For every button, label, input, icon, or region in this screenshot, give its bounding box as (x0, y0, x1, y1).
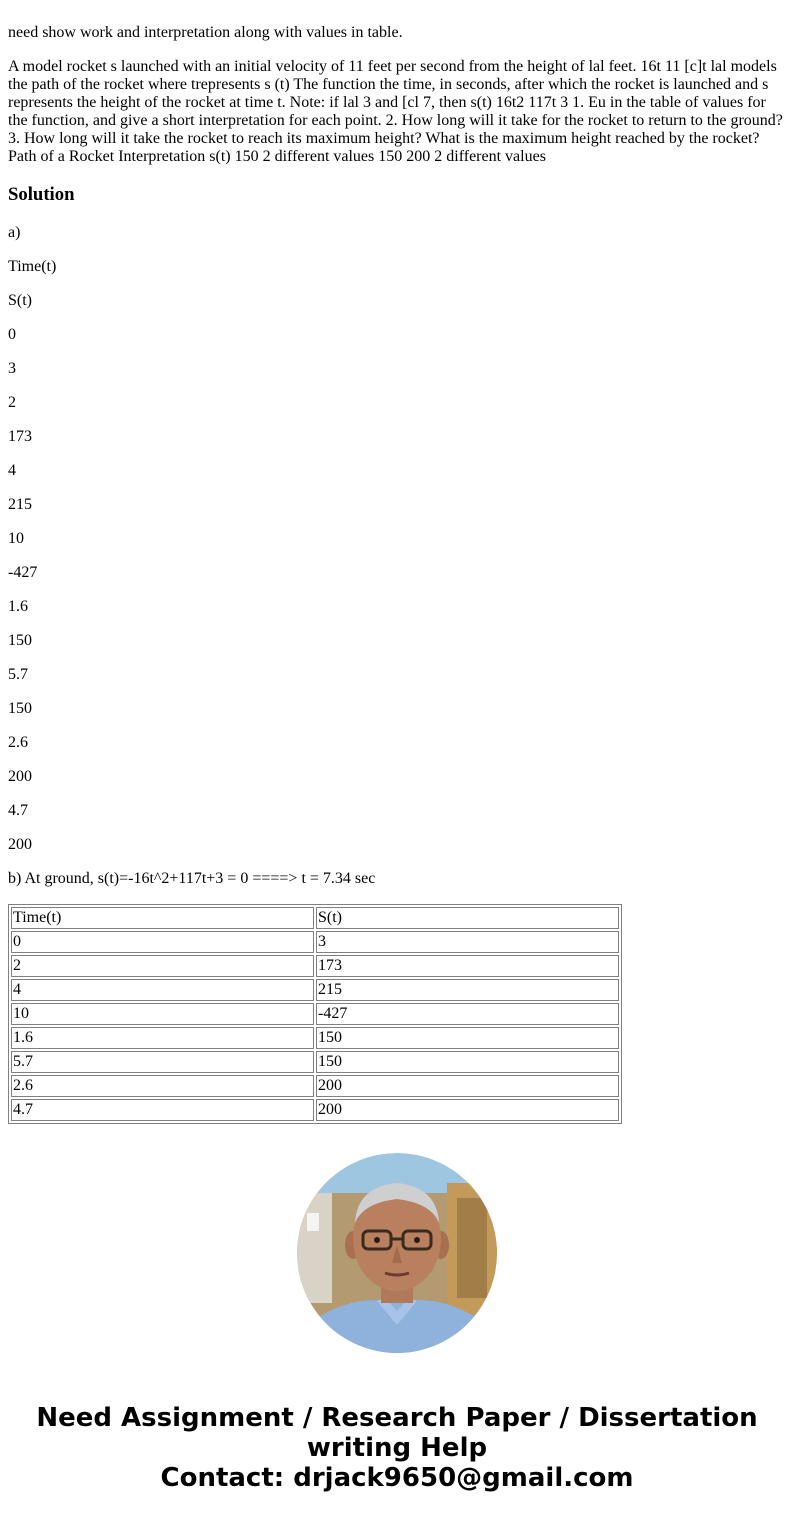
list-item: 150 (8, 632, 32, 649)
contact-email: Contact: drjack9650@gmail.com (160, 1463, 634, 1493)
tutor-photo-icon (297, 1153, 497, 1353)
list-item: 4 (8, 462, 16, 479)
part-a-label: a) (8, 224, 21, 241)
promo-banner (0, 1403, 794, 1493)
avatar (297, 1153, 497, 1353)
table-cell: -427 (316, 1003, 619, 1025)
table-cell: 5.7 (11, 1051, 314, 1073)
promo-line: writing Help (306, 1433, 488, 1463)
promo-line: Need Assignment / Research Paper / Dissertation (36, 1403, 758, 1433)
table-cell: 215 (316, 979, 619, 1001)
table-cell: 10 (11, 1003, 314, 1025)
table-cell: 0 (11, 931, 314, 953)
values-list (8, 258, 786, 854)
table-cell: 2 (11, 955, 314, 977)
list-header-time: Time(t) (8, 258, 57, 275)
question-intro: need show work and interpretation along with values in table. (8, 24, 403, 41)
table-row (11, 1003, 619, 1025)
list-item: 2.6 (8, 734, 28, 751)
list-item: 150 (8, 700, 32, 717)
table-row (11, 1099, 619, 1121)
table-cell: 2.6 (11, 1075, 314, 1097)
column-header-time: Time(t) (11, 907, 314, 929)
table-row (11, 979, 619, 1001)
table-cell: 200 (316, 1099, 619, 1121)
list-item: 200 (8, 768, 32, 785)
table-cell: 4 (11, 979, 314, 1001)
table-header-row (11, 907, 619, 929)
table-cell: 150 (316, 1027, 619, 1049)
table-cell: 4.7 (11, 1099, 314, 1121)
table-row (11, 1075, 619, 1097)
list-item: 215 (8, 496, 32, 513)
tutor-avatar (297, 1153, 497, 1353)
list-item: 5.7 (8, 666, 28, 683)
table-row (11, 1027, 619, 1049)
list-item: 200 (8, 836, 32, 853)
list-item: 3 (8, 360, 16, 377)
table-cell: 200 (316, 1075, 619, 1097)
list-item: 10 (8, 530, 24, 547)
list-item: 0 (8, 326, 16, 343)
list-item: 4.7 (8, 802, 28, 819)
table-row (11, 931, 619, 953)
values-table (8, 904, 622, 1124)
table-cell: 1.6 (11, 1027, 314, 1049)
list-header-s: S(t) (8, 292, 32, 309)
list-item: 1.6 (8, 598, 28, 615)
list-item: 2 (8, 394, 16, 411)
question-body: A model rocket s launched with an initial velocity of 11 feet per second from the height of lal feet. 16t 11 [c]t lal models the path of the rocket where trepresents s (t) The function the time, in seconds, after which the rocket is launched and s represents the height of the rocket at time t. Note: if lal 3 and [cl 7, then s(t) 16t2 117t 3 1. Eu in the table of values for the function, and give a short interpretation for each point. 2. How long will it take for the rocket to return to the ground? 3. How long will it take the rocket to reach its maximum height? What is the maximum height reached by the rocket? Path of a Rocket Interpretation s(t) 150 2 different values 150 200 2 different values (8, 58, 783, 165)
table-cell: 173 (316, 955, 619, 977)
table-cell: 3 (316, 931, 619, 953)
list-item: 173 (8, 428, 32, 445)
part-b-text: b) At ground, s(t)=-16t^2+117t+3 = 0 ====> t = 7.34 sec (8, 870, 376, 887)
table-row (11, 1051, 619, 1073)
column-header-s: S(t) (316, 907, 619, 929)
list-item: -427 (8, 564, 38, 581)
table-row (11, 955, 619, 977)
solution-heading: Solution (8, 184, 75, 205)
table-cell: 150 (316, 1051, 619, 1073)
